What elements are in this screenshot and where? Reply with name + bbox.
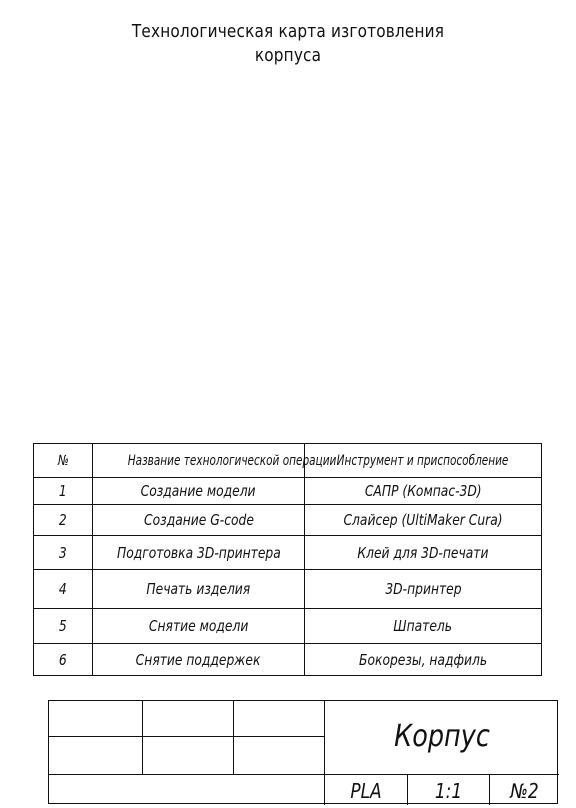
- title-line-2: корпуса: [254, 45, 322, 66]
- stamp-divider: [142, 701, 143, 774]
- document-title: [43, 20, 533, 68]
- row-num: 4: [34, 570, 93, 609]
- sheet-number-label: №2: [510, 779, 539, 803]
- row-tool: САПР (Компас-3D): [305, 478, 542, 505]
- material-label: PLA: [350, 779, 382, 803]
- row-tool: Слайсер (UltiMaker Cura): [305, 505, 542, 536]
- row-operation: Печать изделия: [93, 570, 305, 609]
- title-block-stamp: [48, 700, 558, 804]
- table-row: [34, 478, 542, 505]
- header-operation: Название технологической операции: [93, 444, 305, 478]
- stamp-divider: [407, 774, 408, 805]
- row-operation: Снятие модели: [93, 609, 305, 644]
- table-row: [34, 609, 542, 644]
- table-row: [34, 536, 542, 570]
- table-row: [34, 570, 542, 609]
- row-tool: 3D-принтер: [305, 570, 542, 609]
- table-row: [34, 505, 542, 536]
- row-num: 6: [34, 644, 93, 676]
- row-num: 1: [34, 478, 93, 505]
- row-tool: Клей для 3D-печати: [305, 536, 542, 570]
- row-tool: Шпатель: [305, 609, 542, 644]
- stamp-divider: [324, 701, 325, 805]
- row-num: 3: [34, 536, 93, 570]
- row-operation: Снятие поддержек: [93, 644, 305, 676]
- operations-table: [33, 443, 542, 676]
- part-name: Корпус: [394, 719, 490, 754]
- stamp-divider: [49, 774, 559, 775]
- stamp-divider: [49, 736, 324, 737]
- row-operation: Создание G-code: [93, 505, 305, 536]
- row-tool: Бокорезы, надфиль: [305, 644, 542, 676]
- scale-label: 1:1: [434, 779, 463, 803]
- stamp-divider: [233, 701, 234, 774]
- row-num: 2: [34, 505, 93, 536]
- header-tool: Инструмент и приспособление: [305, 444, 542, 478]
- table-header-row: [34, 444, 542, 478]
- header-num: №: [34, 444, 93, 478]
- row-operation: Создание модели: [93, 478, 305, 505]
- row-operation: Подготовка 3D-принтера: [93, 536, 305, 570]
- row-num: 5: [34, 609, 93, 644]
- table-row: [34, 644, 542, 676]
- title-line-1: Технологическая карта изготовления: [131, 21, 445, 42]
- stamp-divider: [489, 774, 490, 805]
